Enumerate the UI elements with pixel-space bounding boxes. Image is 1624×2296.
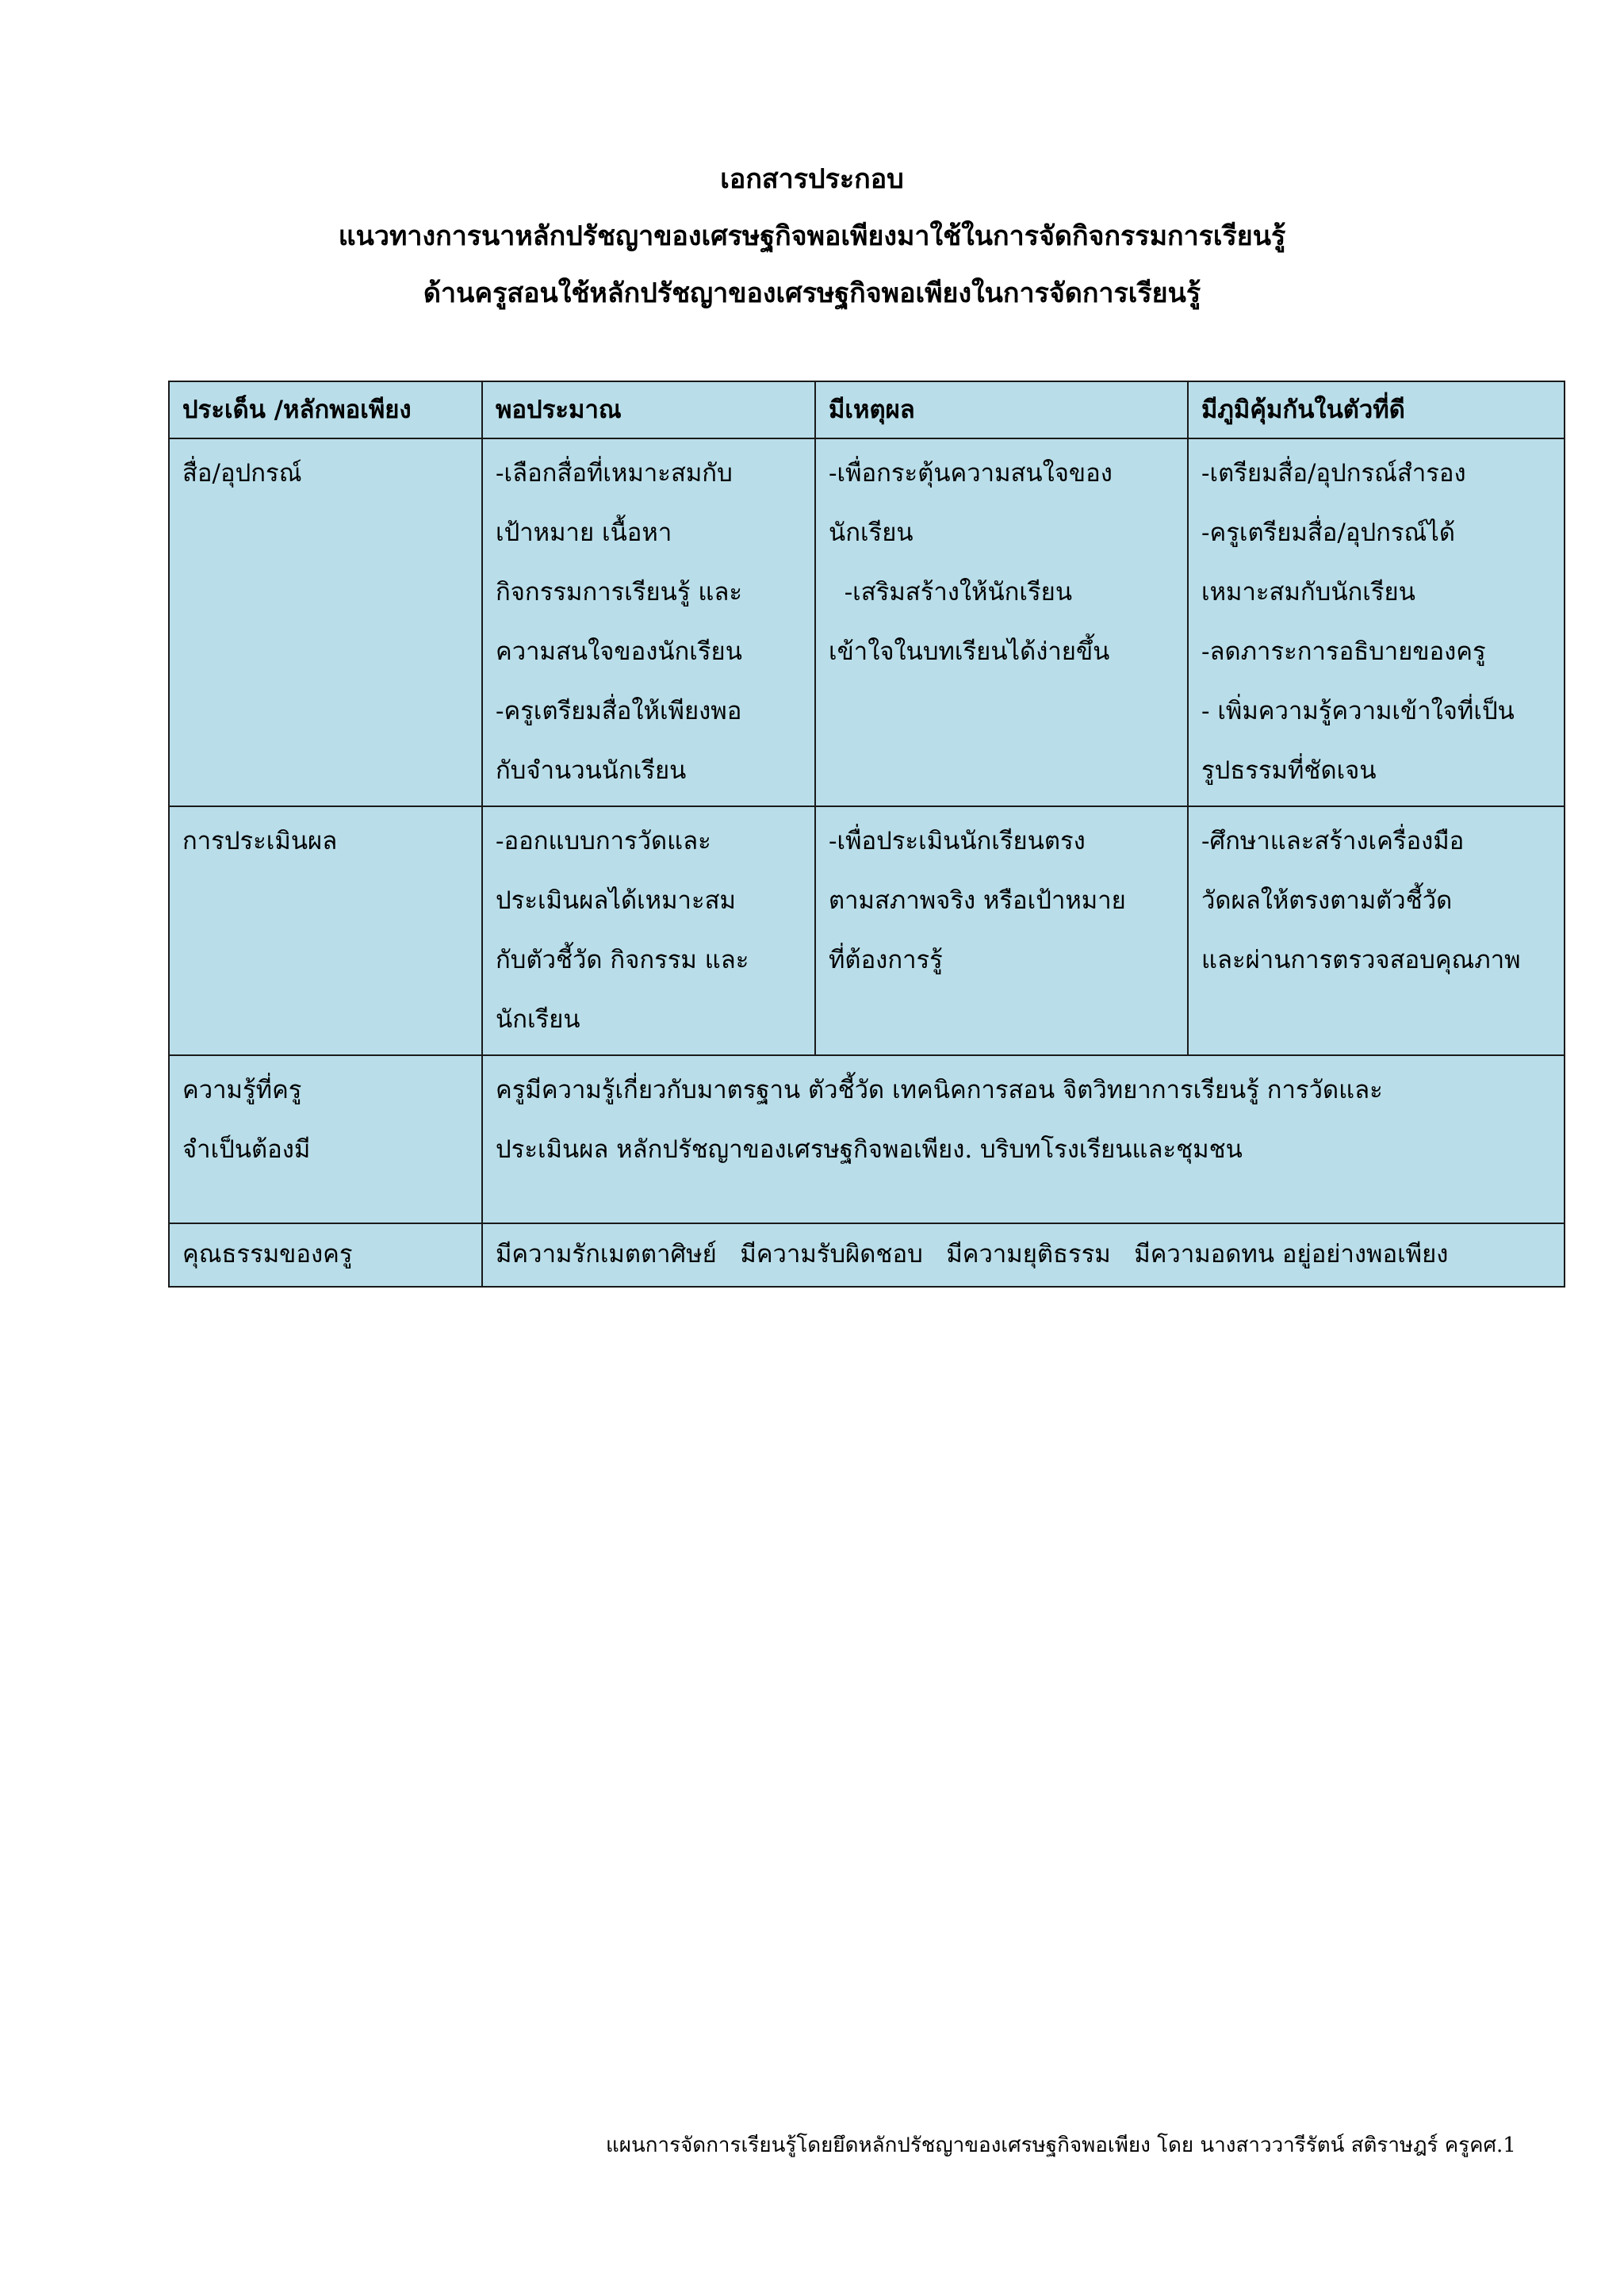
header-cell-reasonableness: มีเหตุผล	[815, 381, 1188, 438]
moderation-cell	[482, 438, 815, 806]
cell-line: -เพื่อประเมินนักเรียนตรง	[829, 827, 1086, 855]
header-cell-moderation: พอประมาณ	[482, 381, 815, 438]
cell-line: ตามสภาพจริง หรือเป้าหมาย	[829, 886, 1126, 915]
cell-line: กิจกรรมการเรียนรู้ และ	[496, 578, 742, 607]
cell-line: มีความรักเมตตาศิษย์ มีความรับผิดชอบ มีความยุติธรรม มีความอดทน อยู่อย่างพอเพียง	[496, 1240, 1449, 1269]
row-label-cell	[169, 438, 482, 806]
header-cell-immunity: มีภูมิคุ้มกันในตัวที่ดี	[1188, 381, 1565, 438]
cell-line: -เตรียมสื่อ/อุปกรณ์สำรอง	[1201, 459, 1466, 488]
document-subtitle-1: แนวทางการนาหลักปรัชญาของเศรษฐกิจพอเพียงมาใช้ในการจัดกิจกรรมการเรียนรู้	[338, 220, 1286, 252]
cell-line: เหมาะสมกับนักเรียน	[1201, 578, 1415, 607]
document-title: เอกสารประกอบ	[720, 163, 904, 195]
cell-line: ครูมีความรู้เกี่ยวกับมาตรฐาน ตัวชี้วัด เทคนิคการสอน จิตวิทยาการเรียนรู้ การวัดและ	[496, 1076, 1383, 1104]
immunity-cell	[1188, 806, 1565, 1055]
cell-line: -เพื่อกระตุ้นความสนใจของ	[829, 459, 1113, 488]
cell-line: เป้าหมาย เนื้อหา	[496, 519, 672, 547]
cell-line: ประเมินผลได้เหมาะสม	[496, 886, 736, 915]
cell-line: เข้าใจในบทเรียนได้ง่ายขึ้น	[829, 637, 1110, 666]
row-label: การประเมินผล	[182, 827, 338, 855]
ethics-cell	[482, 1223, 1565, 1287]
cell-line: - เพิ่มความรู้ความเข้าใจที่เป็น	[1201, 697, 1515, 725]
row-label: ความรู้ที่ครู	[182, 1076, 302, 1104]
document-subtitle-2: ด้านครูสอนใช้หลักปรัชญาของเศรษฐกิจพอเพียงในการจัดการเรียนรู้	[423, 277, 1201, 309]
cell-line: กับจำนวนนักเรียน	[496, 756, 687, 785]
cell-line: -ครูเตรียมสื่อให้เพียงพอ	[496, 697, 742, 725]
row-label: คุณธรรมของครู	[182, 1240, 353, 1269]
table-row-media	[169, 438, 1565, 806]
table-row-evaluation	[169, 806, 1565, 1055]
cell-line: -ครูเตรียมสื่อ/อุปกรณ์ได้	[1201, 519, 1456, 547]
cell-line: ความสนใจของนักเรียน	[496, 637, 742, 666]
header-cell-topic: ประเด็น /หลักพอเพียง	[169, 381, 482, 438]
cell-line: -ลดภาระการอธิบายของครู	[1201, 637, 1486, 666]
moderation-cell	[482, 806, 815, 1055]
immunity-cell	[1188, 438, 1565, 806]
cell-line: ประเมินผล หลักปรัชญาของเศรษฐกิจพอเพียง. บริบทโรงเรียนและชุมชน	[496, 1135, 1243, 1164]
reasonableness-cell	[815, 438, 1188, 806]
knowledge-cell	[482, 1055, 1565, 1223]
reasonableness-cell	[815, 806, 1188, 1055]
cell-line: ที่ต้องการรู้	[829, 946, 943, 974]
cell-line: -ออกแบบการวัดและ	[496, 827, 711, 855]
row-label-cell	[169, 806, 482, 1055]
cell-line: นักเรียน	[829, 519, 914, 547]
row-label-cell	[169, 1055, 482, 1223]
sufficiency-table	[168, 381, 1565, 1288]
table-row-knowledge	[169, 1055, 1565, 1223]
row-label-cell	[169, 1223, 482, 1287]
cell-line: -เลือกสื่อที่เหมาะสมกับ	[496, 459, 733, 488]
cell-line: รูปธรรมที่ชัดเจน	[1201, 756, 1377, 785]
cell-line: นักเรียน	[496, 1005, 580, 1034]
table-row-ethics	[169, 1223, 1565, 1287]
cell-line: กับตัวชี้วัด กิจกรรม และ	[496, 946, 749, 974]
cell-line: -ศึกษาและสร้างเครื่องมือ	[1201, 827, 1465, 855]
cell-line: วัดผลให้ตรงตามตัวชี้วัด	[1201, 886, 1453, 915]
row-label: สื่อ/อุปกรณ์	[182, 459, 302, 488]
cell-line: และผ่านการตรวจสอบคุณภาพ	[1201, 946, 1521, 974]
row-label: จำเป็นต้องมี	[182, 1135, 311, 1164]
table-header-row	[169, 381, 1565, 438]
cell-line: -เสริมสร้างให้นักเรียน	[829, 578, 1073, 607]
page-footer: แผนการจัดการเรียนรู้โดยยึดหลักปรัชญาของเศรษฐกิจพอเพียง โดย นางสาววารีรัตน์ สติราษฎร์ ครูคศ.1	[606, 2133, 1516, 2157]
